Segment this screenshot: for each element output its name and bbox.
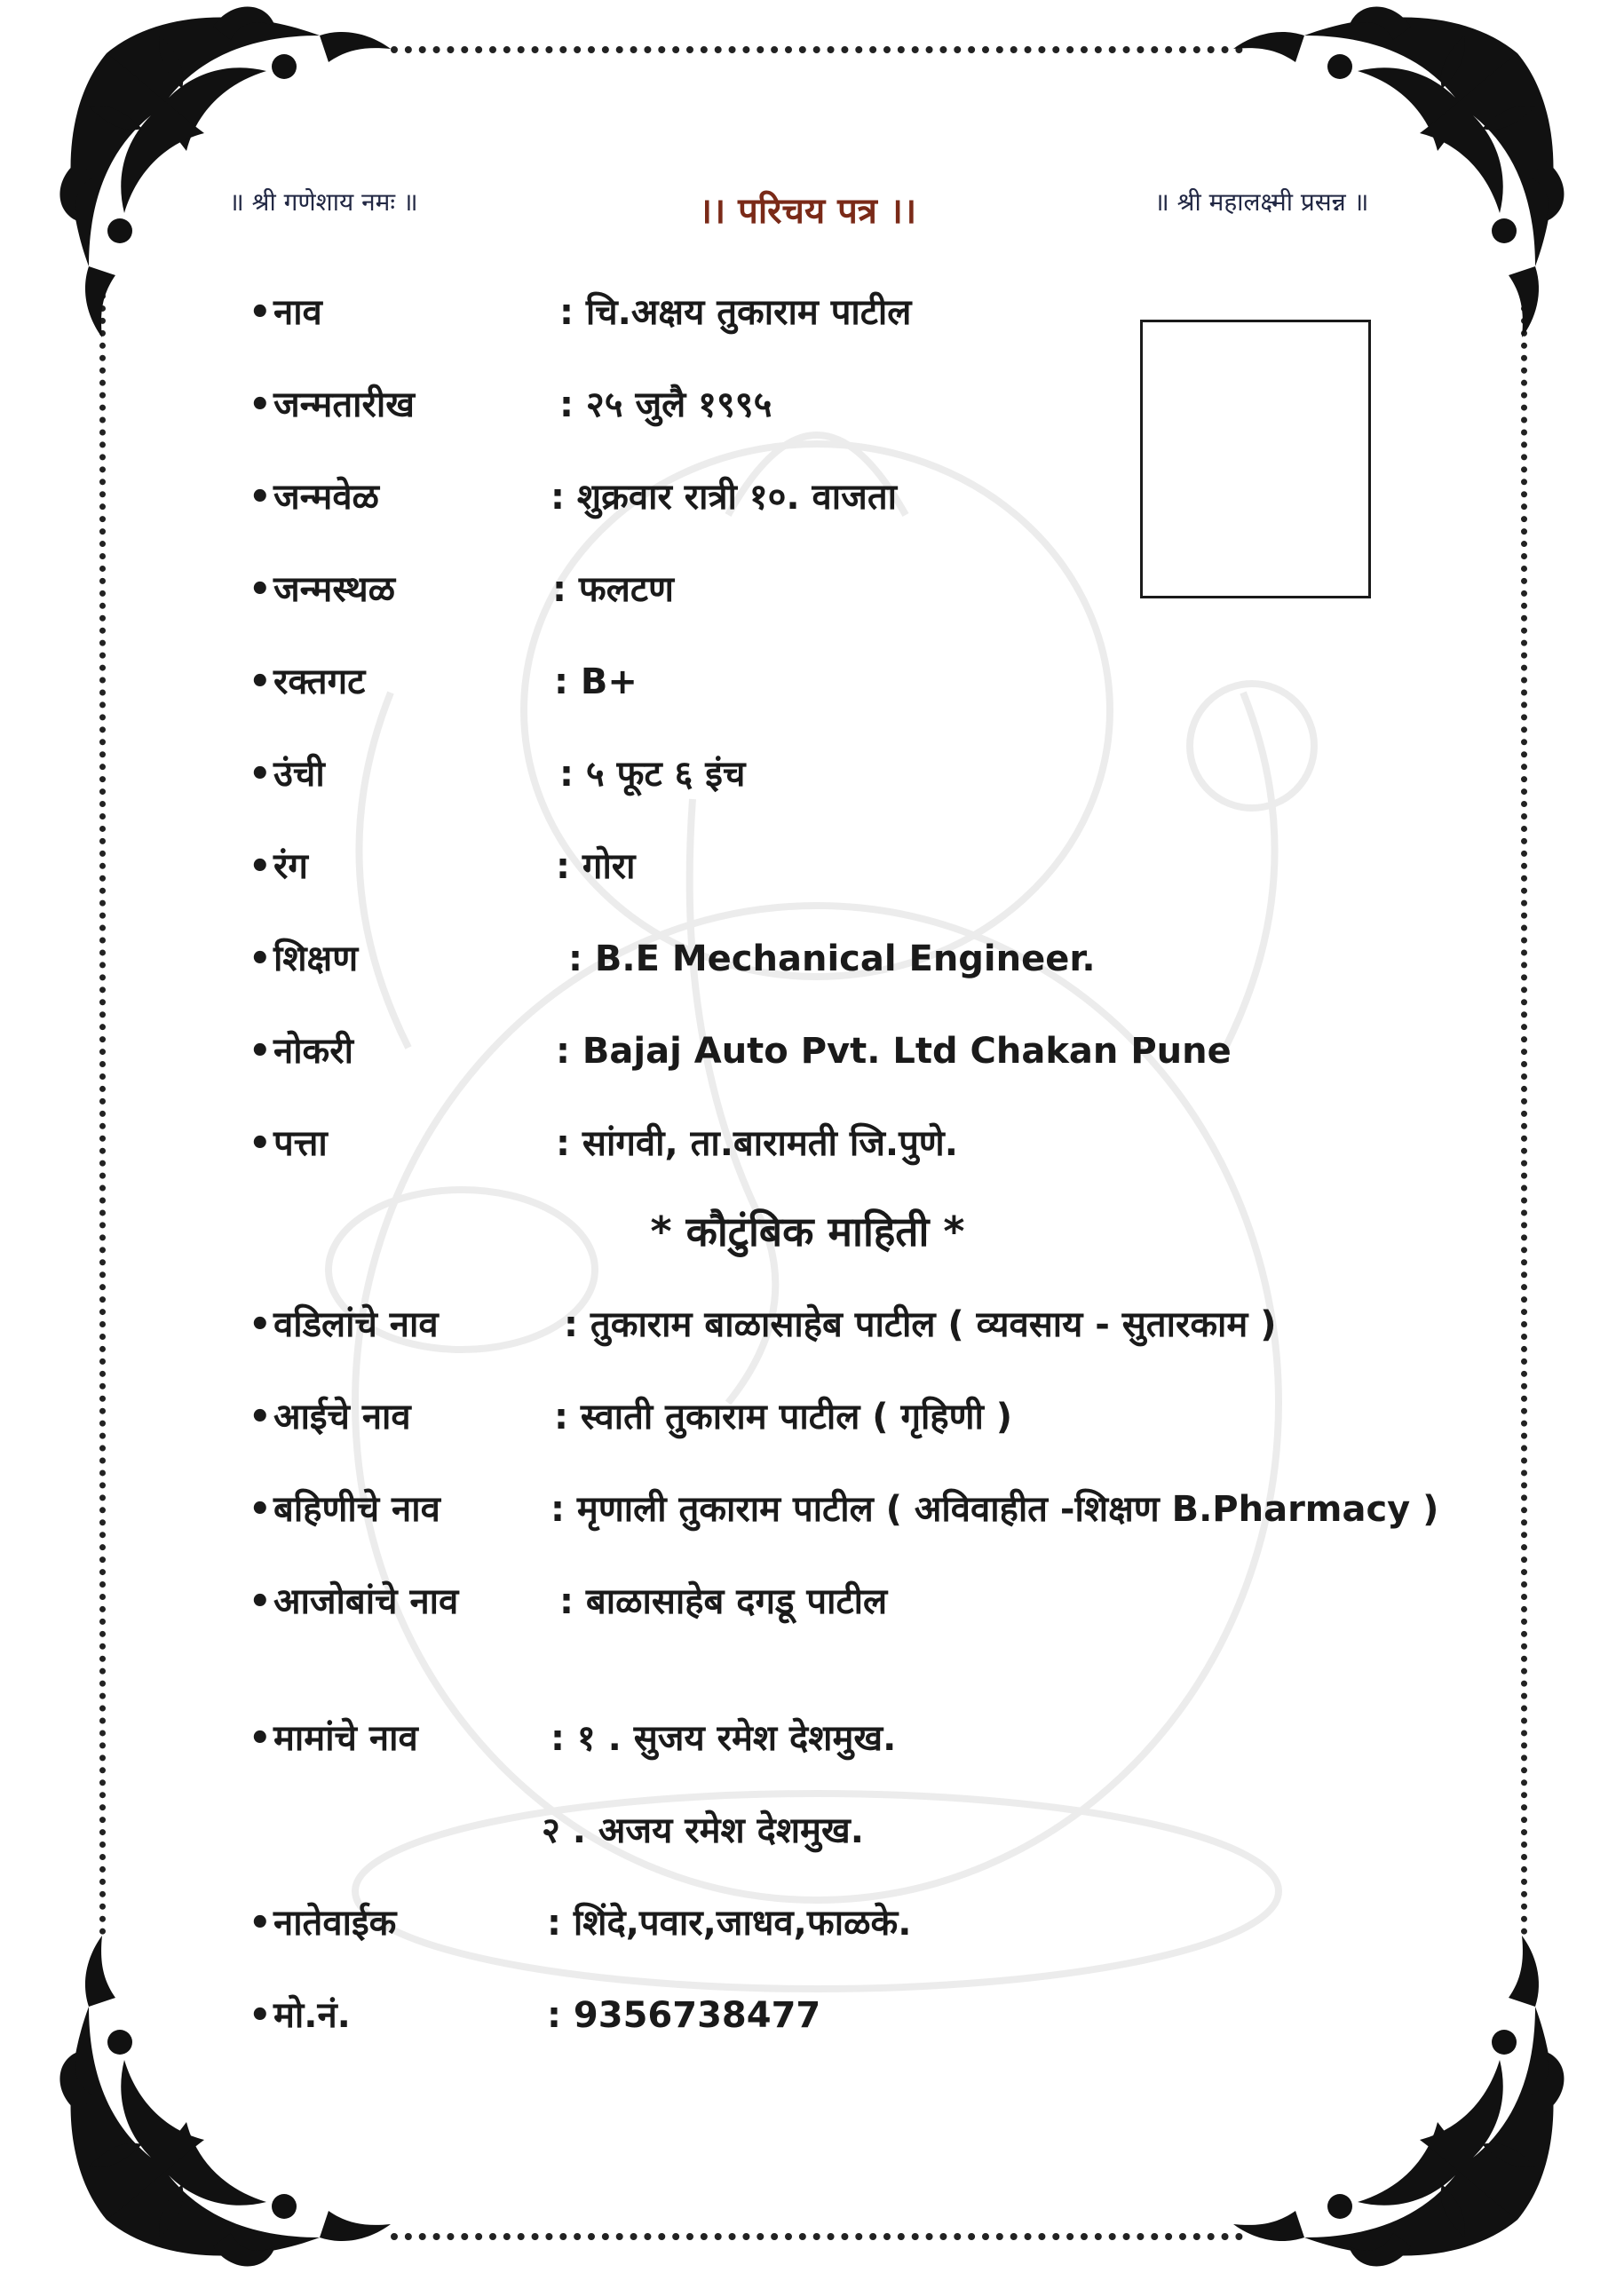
detail-value: : १ . सुजय रमेश देशमुख. bbox=[551, 1718, 897, 1759]
header-invocation-left: ॥ श्री गणेशाय नमः ॥ bbox=[229, 187, 418, 217]
family-row-sister bbox=[249, 1483, 1439, 1536]
detail-label: मो.नं. bbox=[273, 1995, 351, 2036]
photo-placeholder bbox=[1140, 320, 1371, 598]
family-row-relatives bbox=[249, 1897, 912, 1950]
detail-value: : सांगवी, ता.बारामती जि.पुणे. bbox=[556, 1123, 958, 1164]
detail-label: जन्मतारीख bbox=[273, 384, 415, 425]
bullet: • bbox=[249, 1903, 272, 1944]
detail-label: जन्मस्थळ bbox=[273, 569, 396, 610]
detail-label: पत्ता bbox=[273, 1123, 328, 1164]
maternal-uncle-second: २ . अजय रमेश देशमुख. bbox=[542, 1810, 864, 1851]
detail-value: : B.E Mechanical Engineer. bbox=[568, 939, 1096, 979]
header-invocation-right: ॥ श्री महालक्ष्मी प्रसन्न ॥ bbox=[1154, 187, 1369, 217]
detail-value: : ५ फूट ६ इंच bbox=[559, 754, 746, 795]
detail-value: : मृणाली तुकाराम पाटील ( अविवाहीत -शिक्षण B.Pharmacy ) bbox=[551, 1489, 1439, 1530]
detail-label: नाव bbox=[273, 292, 322, 333]
detail-label: जन्मवेळ bbox=[273, 477, 379, 518]
detail-row-bloodgroup bbox=[249, 655, 638, 709]
detail-row-birthplace bbox=[249, 563, 674, 616]
detail-label: आजोबांचे नाव bbox=[273, 1581, 459, 1622]
detail-row-birthtime bbox=[249, 471, 897, 524]
detail-value: : बाळासाहेब दगडू पाटील bbox=[559, 1581, 888, 1622]
bullet: • bbox=[249, 1718, 272, 1759]
detail-value: : शिंदे,पवार,जाधव,फाळके. bbox=[547, 1903, 912, 1944]
detail-label: मामांचे नाव bbox=[273, 1718, 418, 1759]
bullet: • bbox=[249, 1489, 272, 1530]
family-row-mobile bbox=[249, 1989, 821, 2042]
detail-label: रक्तगट bbox=[273, 661, 366, 702]
detail-label: आईचे नाव bbox=[273, 1397, 411, 1437]
bullet: • bbox=[249, 1031, 272, 1072]
family-row-maternal-uncles bbox=[249, 1712, 897, 1765]
detail-row-name bbox=[249, 286, 912, 339]
floral-corner-ornament-icon bbox=[53, 1900, 426, 2273]
detail-label: रंग bbox=[273, 846, 308, 887]
detail-label: नोकरी bbox=[273, 1031, 353, 1072]
bullet: • bbox=[249, 1995, 272, 2036]
bullet: • bbox=[249, 384, 272, 425]
bullet: • bbox=[249, 939, 272, 979]
detail-label: वडिलांचे नाव bbox=[273, 1304, 439, 1345]
detail-label: नातेवाईक bbox=[273, 1903, 397, 1944]
bullet: • bbox=[249, 1397, 272, 1437]
frame-bottom-border bbox=[391, 2233, 1243, 2240]
bullet: • bbox=[249, 661, 272, 702]
detail-value: : चि.अक्षय तुकाराम पाटील bbox=[559, 292, 912, 333]
detail-label: उंची bbox=[273, 754, 325, 795]
bullet: • bbox=[249, 1581, 272, 1622]
frame-top-border bbox=[391, 46, 1243, 53]
bullet: • bbox=[249, 754, 272, 795]
bullet: • bbox=[249, 1304, 272, 1345]
bullet: • bbox=[249, 477, 272, 518]
bullet: • bbox=[249, 569, 272, 610]
detail-label: शिक्षण bbox=[273, 939, 359, 979]
detail-value: : स्वाती तुकाराम पाटील ( गृहिणी ) bbox=[554, 1397, 1013, 1437]
bullet: • bbox=[249, 1123, 272, 1164]
detail-value: : 9356738477 bbox=[547, 1995, 821, 2036]
bullet: • bbox=[249, 292, 272, 333]
detail-row-birthdate bbox=[249, 378, 772, 432]
detail-row-job bbox=[249, 1025, 1232, 1078]
detail-row-address bbox=[249, 1117, 958, 1170]
frame-right-border bbox=[1521, 293, 1527, 1936]
detail-value: : फलटण bbox=[552, 569, 674, 610]
bullet: • bbox=[249, 846, 272, 887]
detail-row-height bbox=[249, 748, 746, 801]
detail-value: : शुक्रवार रात्री १०. वाजता bbox=[551, 477, 897, 518]
floral-corner-ornament-icon bbox=[1198, 1900, 1571, 2273]
detail-value: : गोरा bbox=[556, 846, 636, 887]
family-row-father bbox=[249, 1298, 1277, 1351]
detail-label: बहिणीचे नाव bbox=[273, 1489, 440, 1530]
detail-value: : तुकाराम बाळासाहेब पाटील ( व्यवसाय - सुतारकाम ) bbox=[564, 1304, 1277, 1345]
family-row-grandfather bbox=[249, 1575, 888, 1628]
page-title: ।। परिचय पत्र ।। bbox=[698, 191, 917, 232]
detail-row-complexion bbox=[249, 840, 636, 893]
detail-value: : २५ जुलै १९९५ bbox=[559, 384, 772, 425]
detail-value: : Bajaj Auto Pvt. Ltd Chakan Pune bbox=[556, 1031, 1232, 1072]
detail-value: : B+ bbox=[554, 661, 638, 702]
frame-left-border bbox=[99, 293, 106, 1936]
detail-row-education bbox=[249, 932, 1096, 986]
family-section-heading: * कौटुंबिक माहिती * bbox=[650, 1208, 965, 1255]
family-row-mother bbox=[249, 1390, 1013, 1444]
